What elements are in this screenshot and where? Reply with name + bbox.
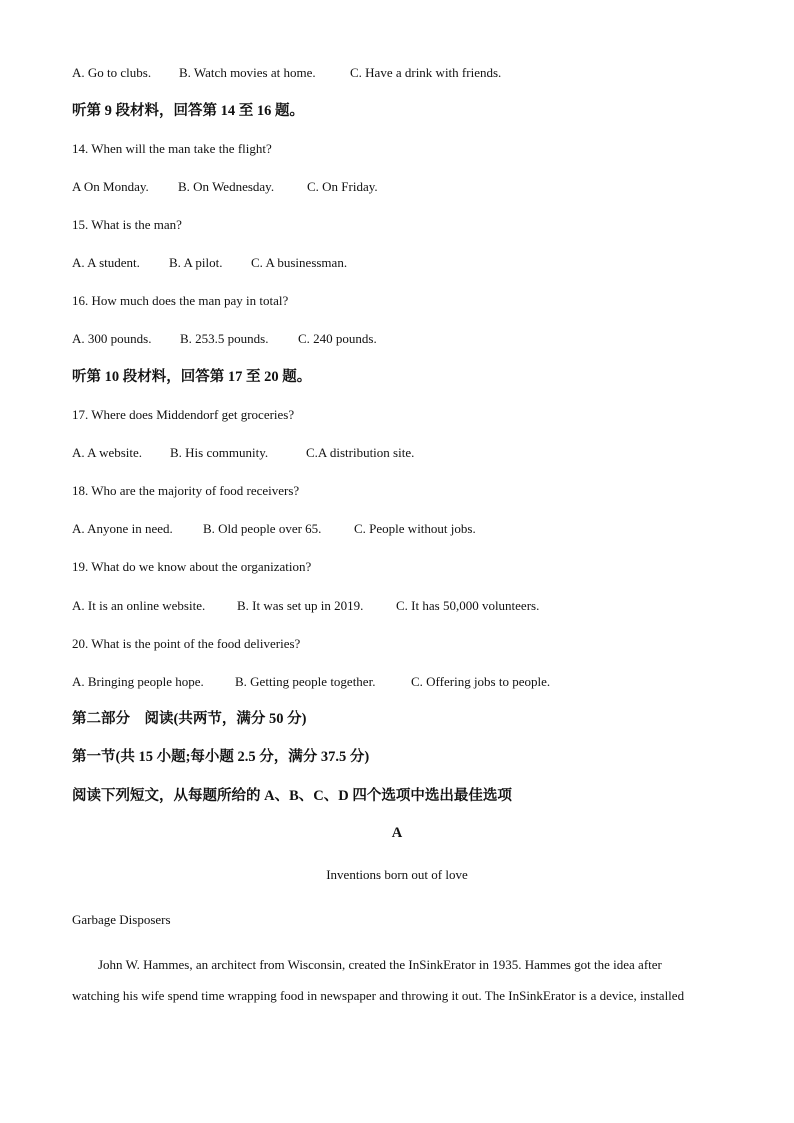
q16-option-c: C. 240 pounds. — [298, 331, 377, 346]
q18-question: 18. Who are the majority of food receivers? — [72, 483, 300, 498]
q13-options — [72, 65, 501, 81]
q18-option-c: C. People without jobs. — [354, 521, 476, 536]
q20-question: 20. What is the point of the food deliveries? — [72, 636, 301, 651]
q15-question: 15. What is the man? — [72, 217, 182, 232]
q16-question: 16. How much does the man pay in total? — [72, 293, 289, 308]
paragraph-line-2: watching his wife spend time wrapping food in newspaper and throwing it out. The InSinkErator is a device, installed — [72, 988, 685, 1003]
part2-heading: 第二部分 阅读(共两节，满分 50 分) — [72, 711, 307, 727]
q20-options — [72, 674, 550, 690]
q19-question: 19. What do we know about the organization? — [72, 559, 312, 574]
passage-title: Inventions born out of love — [326, 867, 468, 882]
subheading: Garbage Disposers — [72, 912, 171, 927]
q15-option-c: C. A businessman. — [251, 255, 348, 270]
q19-options — [72, 598, 539, 614]
q13-option-b: B. Watch movies at home. — [179, 65, 316, 80]
q16-option-b: B. 253.5 pounds. — [180, 331, 269, 346]
q17-options — [72, 445, 414, 461]
q20-option-b: B. Getting people together. — [235, 674, 376, 689]
section9-heading: 听第 9 段材料，回答第 14 至 16 题。 — [72, 103, 304, 119]
q16-options — [72, 331, 377, 347]
q15-option-a: A. A student. — [72, 255, 140, 270]
q13-option-c: C. Have a drink with friends. — [350, 65, 502, 80]
q17-option-c: C.A distribution site. — [306, 445, 415, 460]
section1-heading: 第一节(共 15 小题;每小题 2.5 分，满分 37.5 分) — [72, 749, 370, 765]
q18-option-a: A. Anyone in need. — [72, 521, 173, 536]
q18-option-b: B. Old people over 65. — [203, 521, 322, 536]
q19-option-c: C. It has 50,000 volunteers. — [396, 598, 540, 613]
q16-option-a: A. 300 pounds. — [72, 331, 152, 346]
q19-option-b: B. It was set up in 2019. — [237, 598, 364, 613]
q20-option-c: C. Offering jobs to people. — [411, 674, 551, 689]
q14-option-a: A On Monday. — [72, 179, 149, 194]
q14-question: 14. When will the man take the flight? — [72, 141, 272, 156]
q15-options — [72, 255, 347, 271]
q15-option-b: B. A pilot. — [169, 255, 223, 270]
q13-option-a: A. Go to clubs. — [72, 65, 152, 80]
q18-options — [72, 521, 476, 537]
passage-letter: A — [391, 825, 403, 841]
q14-option-c: C. On Friday. — [307, 179, 378, 194]
instruction: 阅读下列短文，从每题所给的 A、B、C、D 四个选项中选出最佳选项 — [72, 788, 512, 804]
q20-option-a: A. Bringing people hope. — [72, 674, 204, 689]
q17-option-a: A. A website. — [72, 445, 143, 460]
q19-option-a: A. It is an online website. — [72, 598, 206, 613]
paragraph-line-1: John W. Hammes, an architect from Wisconsin, created the InSinkErator in 1935. Hammes got the idea after — [98, 957, 662, 972]
q17-question: 17. Where does Middendorf get groceries? — [72, 407, 295, 422]
section10-heading: 听第 10 段材料，回答第 17 至 20 题。 — [72, 369, 312, 385]
q14-option-b: B. On Wednesday. — [178, 179, 275, 194]
q14-options — [72, 179, 378, 195]
q17-option-b: B. His community. — [170, 445, 269, 460]
